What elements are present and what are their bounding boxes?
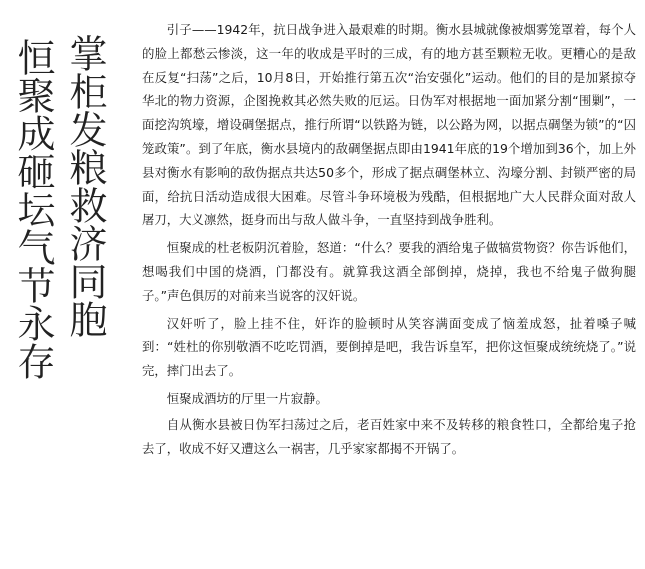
paragraph-traitor-threat: 汉奸听了，脸上挂不住，奸诈的脸顿时从笑容满面变成了恼羞成怒，扯着嗓子喊到：“姓杜的你别敬酒不吃吃罚酒，要倒掉是吧，我告诉皇军，把你这恒聚成统统烧了。”说完，摔门出去了。 xyxy=(142,315,636,379)
paragraph-intro: 引子——1942年，抗日战争进入最艰难的时期。衡水县城就像被烟雾笼罩着，每个人的脸上都愁云惨淡，这一年的收成是平时的三成，有的地方甚至颗粒无收。更糟心的是敌在反复“扫荡”之后，10月8日，开始推行第五次“治安强化”运动。他们的目的是加紧掠夺华北的物力资源，企图挽救其必然失败的厄运。日伪军对根据地一面加紧分割“围剿”，一面挖沟筑壕，增设碉堡据点，推行所谓“以铁路为链，以公路为网，以据点碉堡为锁”的“囚笼政策”。到了年底，衡水县境内的敌碉堡据点即由1941年底的19个增加到36个，加上外县对衡水有影响的敌伪据点共达50多个，形成了据点碉堡林立、沟壕分割、封锁严密的局面，给抗日活动造成很大困难。尽管斗争环境极为残酷，但根据地广大人民群众面对敌人屠刀，大义凛然，挺身而出与敌人做斗争，一直坚持到战争胜利。 xyxy=(142,22,636,228)
paragraph-silence: 恒聚成酒坊的厅里一片寂静。 xyxy=(166,390,328,406)
title-line-primary: 掌柜发粮救济同胞 xyxy=(63,34,107,338)
article-body xyxy=(142,18,636,464)
paragraph-boss-refusal: 恒聚成的杜老板阴沉着脸，怒道：“什么？要我的酒给鬼子做犒赏物资？你告诉他们，想喝我们中国的烧酒，门都没有。就算我这酒全部倒掉，烧掉，我也不给鬼子做狗腿子。”声色俱厉的对前来当说客的汉奸说。 xyxy=(142,240,636,303)
paragraph-hardship: 自从衡水县被日伪军扫荡过之后，老百姓家中来不及转移的粮食牲口，全都给鬼子抢去了，收成不好又遭这么一祸害，几乎家家都揭不开锅了。 xyxy=(142,416,636,456)
title-line-secondary: 恒聚成砸坛气节永存 xyxy=(11,38,55,380)
